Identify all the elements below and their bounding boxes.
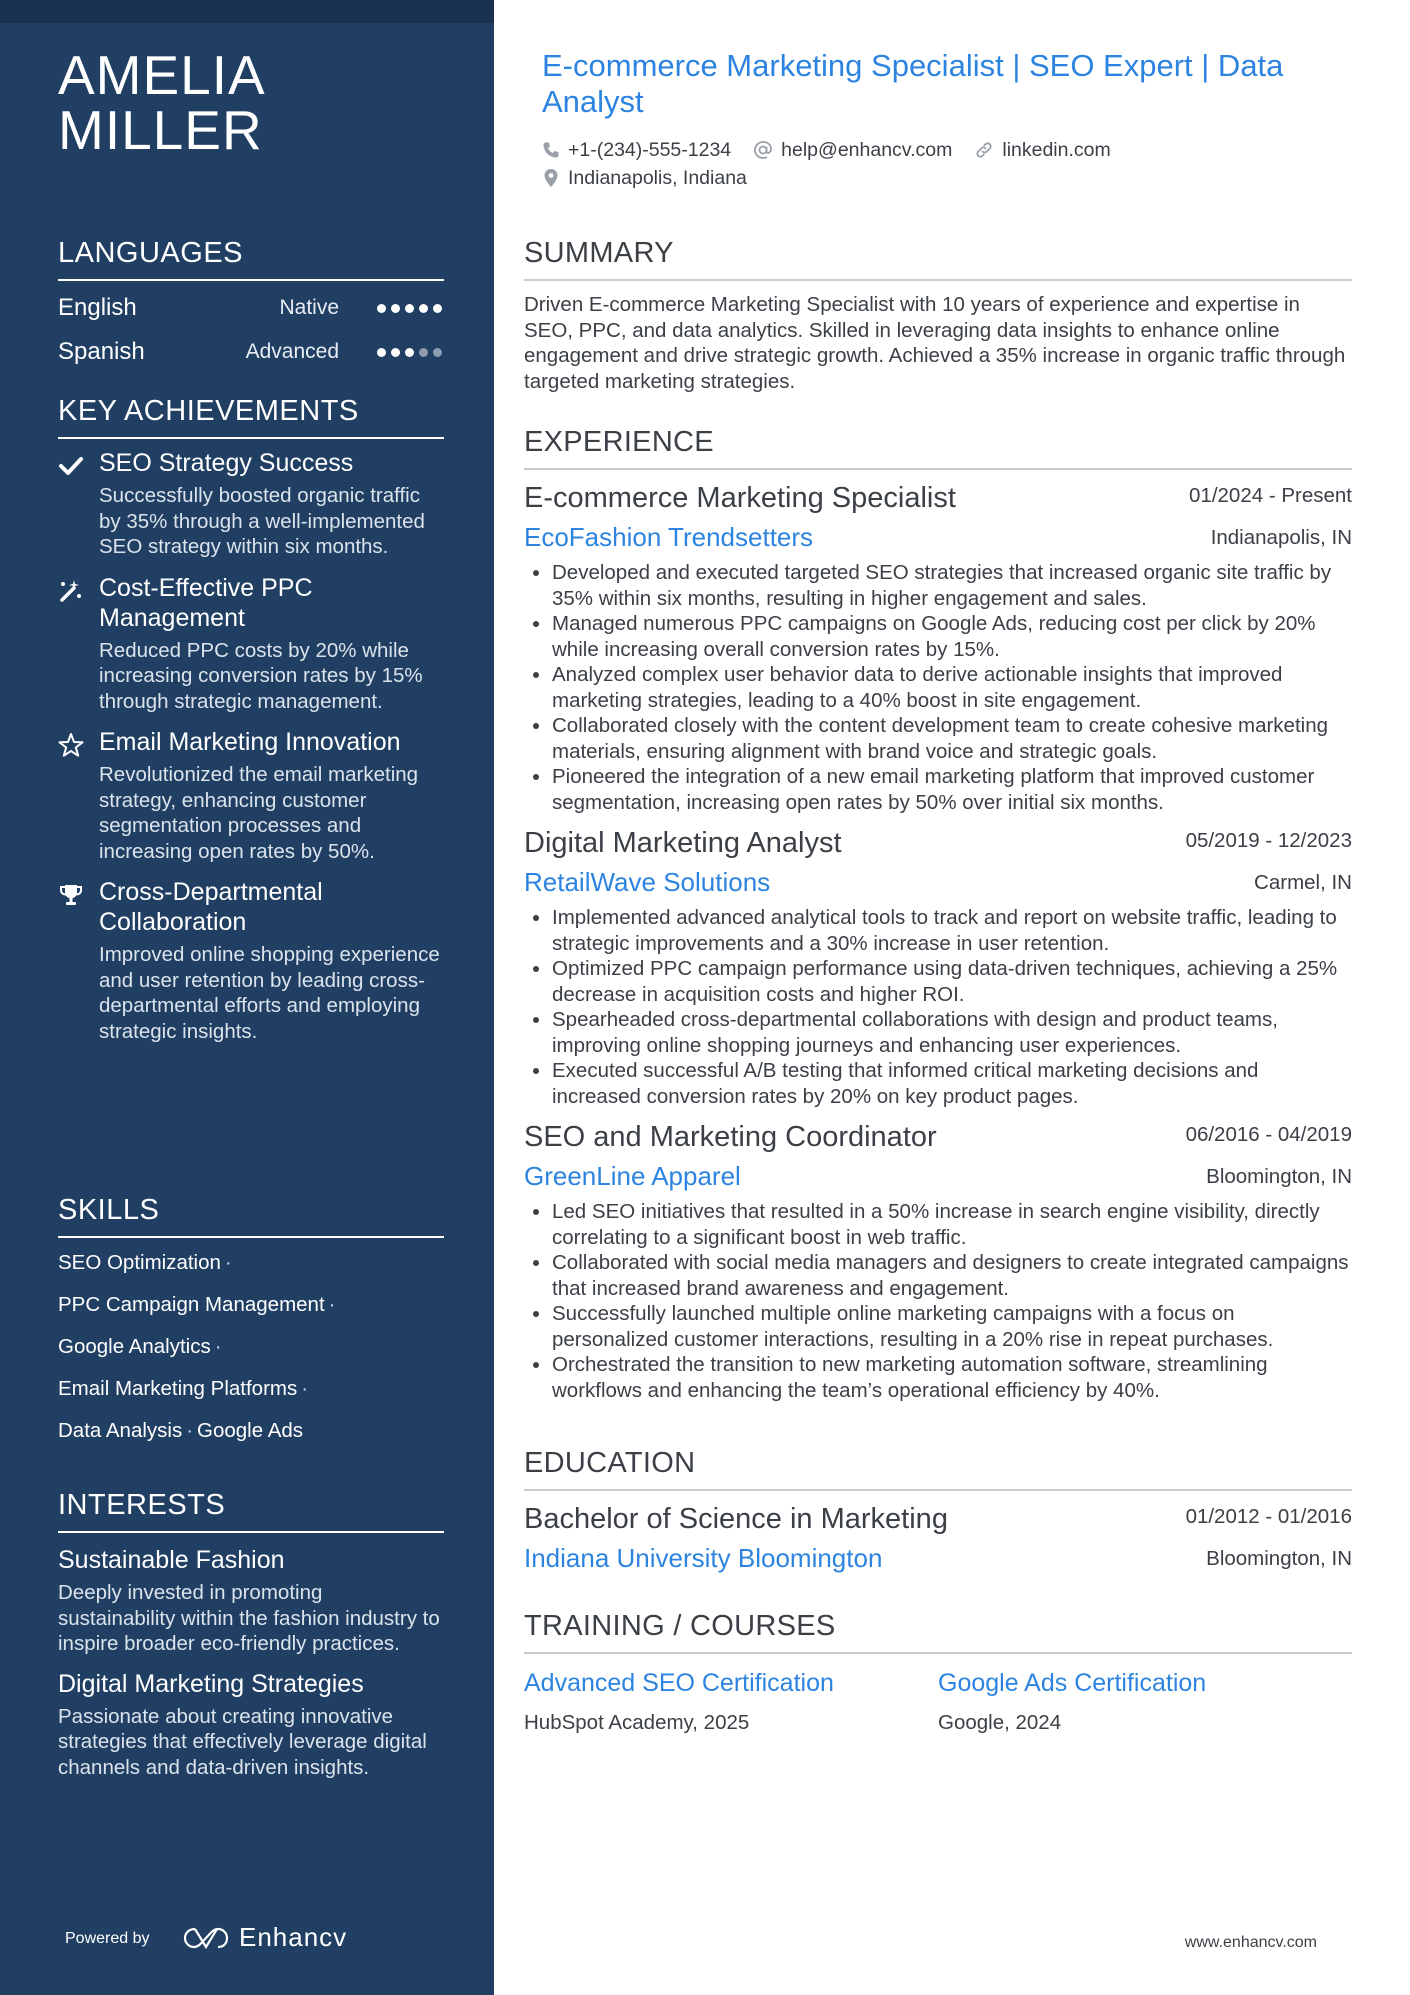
achievement-description: Successfully boosted organic traffic by 35% through a well-implemented SEO strategy within six months. [99,484,425,558]
footer-url[interactable]: www.enhancv.com [1184,1934,1317,1951]
course-source: HubSpot Academy, 2025 [524,1711,750,1734]
achievement-title: Cross-Departmental Collaboration [99,878,323,936]
name-line-first: AMELIA [58,44,266,106]
job-bullet: • Collaborated with social media managers and designers to create integrated campaigns that increased brand awareness and engagement. [552,1250,1352,1301]
skill-row: Data Analysis · Google Ads [58,1419,304,1442]
job-bullet: • Orchestrated the transition to new marketing automation software, streamlining workflows and enhancing the team’s operational efficiency by 40%. [552,1352,1352,1403]
enhancv-logo[interactable] [183,1922,347,1953]
training-heading: TRAINING / COURSES [524,1609,1352,1654]
location-pin-icon [542,168,560,188]
job-company: GreenLine Apparel [524,1161,741,1191]
achievement-item [58,573,444,715]
at-icon [753,140,773,160]
achievement-title: Email Marketing Innovation [99,728,401,756]
enhancv-brand: Enhancv [239,1922,348,1952]
job-bullet: • Collaborated closely with the content development team to create cohesive marketing materials, ensuring alignment with brand voice and strategic goals. [552,713,1352,764]
course-source: Google, 2024 [938,1711,1062,1734]
job-location: Bloomington, IN [1206,1165,1352,1188]
job-bullet: • Developed and executed targeted SEO strategies that increased organic site traffic by 35% within six months, resulting in higher engagement and sales. [552,560,1352,611]
achievement-item [58,448,444,560]
skill-item: PPC Campaign Management [58,1293,325,1316]
job-bullet: • Led SEO initiatives that resulted in a 50% increase in search engine visibility, directly correlating to a significant boost in web traffic. [552,1199,1352,1250]
job-bullet: • Pioneered the integration of a new email marketing platform that improved customer segmentation, increasing open rates by 50% over initial six months. [552,764,1352,815]
job-entry [524,823,1352,1109]
skill-row: Email Marketing Platforms · [58,1377,309,1400]
job-dates: 05/2019 - 12/2023 [1185,829,1352,852]
experience-heading: EXPERIENCE [524,425,1352,470]
name-line-last: MILLER [58,99,263,161]
skill-row: SEO Optimization · [58,1251,232,1274]
job-dates: 01/2024 - Present [1189,484,1352,507]
contact-phone[interactable] [542,139,731,162]
sidebar-top-strip [0,0,494,23]
star-icon [58,732,84,758]
email-text: help@enhancv.com [781,138,953,161]
checkmark-icon [58,453,84,479]
job-bullet: • Successfully launched multiple online marketing campaigns with a focus on personalized customer interactions, resulting in a 20% rise in repeat purchases. [552,1301,1352,1352]
contact-link[interactable] [974,139,1110,162]
interest-title: Sustainable Fashion [58,1546,285,1574]
interest-title: Digital Marketing Strategies [58,1669,364,1698]
job-location: Indianapolis, IN [1210,526,1352,549]
link-icon [974,140,994,160]
education-dates: 01/2012 - 01/2016 [1185,1505,1352,1528]
job-bullet: • Optimized PPC campaign performance using data-driven techniques, achieving a 25% decrease in acquisition costs and higher ROI. [552,956,1352,1007]
language-level-dots [377,348,442,357]
skill-row: PPC Campaign Management · [58,1293,336,1316]
job-title: SEO and Marketing Coordinator [524,1121,937,1153]
course-title: Google Ads Certification [938,1669,1207,1697]
enhancv-logo-icon [183,1925,229,1951]
interests-heading: INTERESTS [58,1488,444,1533]
job-bullet: • Managed numerous PPC campaigns on Google Ads, reducing cost per click by 20% while increasing overall conversion rates by 15%. [552,611,1352,662]
phone-icon [542,141,560,159]
achievement-description: Improved online shopping experience and user retention by leading cross-departmental efforts and employing strategic insights. [99,943,440,1043]
course-title: Advanced SEO Certification [524,1669,834,1697]
languages-heading: LANGUAGES [58,236,444,281]
interest-item [58,1545,444,1657]
interest-description: Deeply invested in promoting sustainability within the fashion industry to inspire broader eco-friendly practices. [58,1581,440,1655]
job-title: E-commerce Marketing Specialist [524,482,956,514]
summary-heading: SUMMARY [524,236,1352,281]
interests-section [58,1488,444,1780]
job-bullet: • Analyzed complex user behavior data to derive actionable insights that improved marketing strategies, leading to a 40% boost in site engagement. [552,662,1352,713]
contact-location [542,167,747,190]
interest-item [58,1669,444,1781]
candidate-name [58,44,458,161]
job-title: Digital Marketing Analyst [524,827,842,859]
contact-info [542,136,1342,192]
skill-row: Google Analytics · [58,1335,222,1358]
job-location: Carmel, IN [1254,871,1352,894]
achievements-section [58,394,444,1044]
language-item [58,284,444,328]
phone-text: +1-(234)-555-1234 [568,138,732,161]
job-bullet: • Executed successful A/B testing that informed critical marketing decisions and increased conversion rates by 20% on key product pages. [552,1058,1352,1109]
powered-by-label: Powered by [65,1930,150,1947]
training-section [524,1609,1352,1736]
achievement-title: SEO Strategy Success [99,449,354,477]
skill-item: Google Ads [197,1419,304,1442]
language-name: Spanish [58,338,145,365]
job-company: RetailWave Solutions [524,867,771,897]
degree: Bachelor of Science in Marketing [524,1503,948,1535]
achievement-description: Revolutionized the email marketing strategy, enhancing customer segmentation processes and increasing open rates by 50%. [99,763,419,863]
job-bullet: • Implemented advanced analytical tools to track and report on website traffic, leading to strategic improvements and a 30% increase in user retention. [552,905,1352,956]
job-bullets [524,1199,1352,1403]
achievements-heading: KEY ACHIEVEMENTS [58,394,444,439]
link-text: linkedin.com [1002,138,1111,161]
experience-section [524,425,1352,1403]
course-item [524,1668,938,1736]
achievement-item [58,727,444,864]
education-entry [524,1499,1352,1579]
languages-section [58,236,444,372]
achievement-title: Cost-Effective PPC Management [99,573,313,632]
language-level-dots [377,304,442,313]
skills-section [58,1193,444,1452]
skill-item: Email Marketing Platforms [58,1377,298,1400]
job-entry [524,1117,1352,1403]
course-item [938,1668,1352,1736]
job-bullet: • Spearheaded cross-departmental collaborations with design and product teams, improving online shopping journeys and enhancing user experiences. [552,1007,1352,1058]
education-location: Bloomington, IN [1206,1547,1352,1570]
language-level: Advanced [245,340,339,363]
skill-item: Google Analytics [58,1335,211,1358]
language-level: Native [279,296,339,319]
language-item [58,328,444,372]
language-name: English [58,294,137,321]
location-text: Indianapolis, Indiana [568,166,747,189]
education-heading: EDUCATION [524,1446,1352,1491]
education-section [524,1446,1352,1579]
skill-item: Data Analysis [58,1419,183,1442]
job-company: EcoFashion Trendsetters [524,522,814,552]
job-bullets [524,905,1352,1109]
school: Indiana University Bloomington [524,1543,883,1573]
skill-item: SEO Optimization [58,1251,221,1274]
achievement-description: Reduced PPC costs by 20% while increasing conversion rates by 15% through strategic management. [99,638,423,713]
interest-description: Passionate about creating innovative strategies that effectively leverage digital channels and data-driven insights. [58,1704,427,1779]
summary-section [524,236,1352,394]
summary-text: Driven E-commerce Marketing Specialist with 10 years of experience and expertise in SEO, PPC, and data analytics. Skilled in leveraging data insights to enhance online engagement and drive strategic growth. Achieved a 35% increase in organic traffic through targeted marketing strategies. [524,293,1346,393]
job-dates: 06/2016 - 04/2019 [1185,1123,1352,1146]
headline: E-commerce Marketing Specialist | SEO Expert | Data Analyst [542,48,1284,119]
job-bullets [524,560,1352,815]
contact-email[interactable] [753,139,952,162]
achievement-item [58,877,444,1044]
magic-wand-icon [58,578,84,604]
job-entry [524,478,1352,815]
skills-heading: SKILLS [58,1193,444,1238]
trophy-icon [58,882,84,908]
sidebar [0,0,494,1995]
